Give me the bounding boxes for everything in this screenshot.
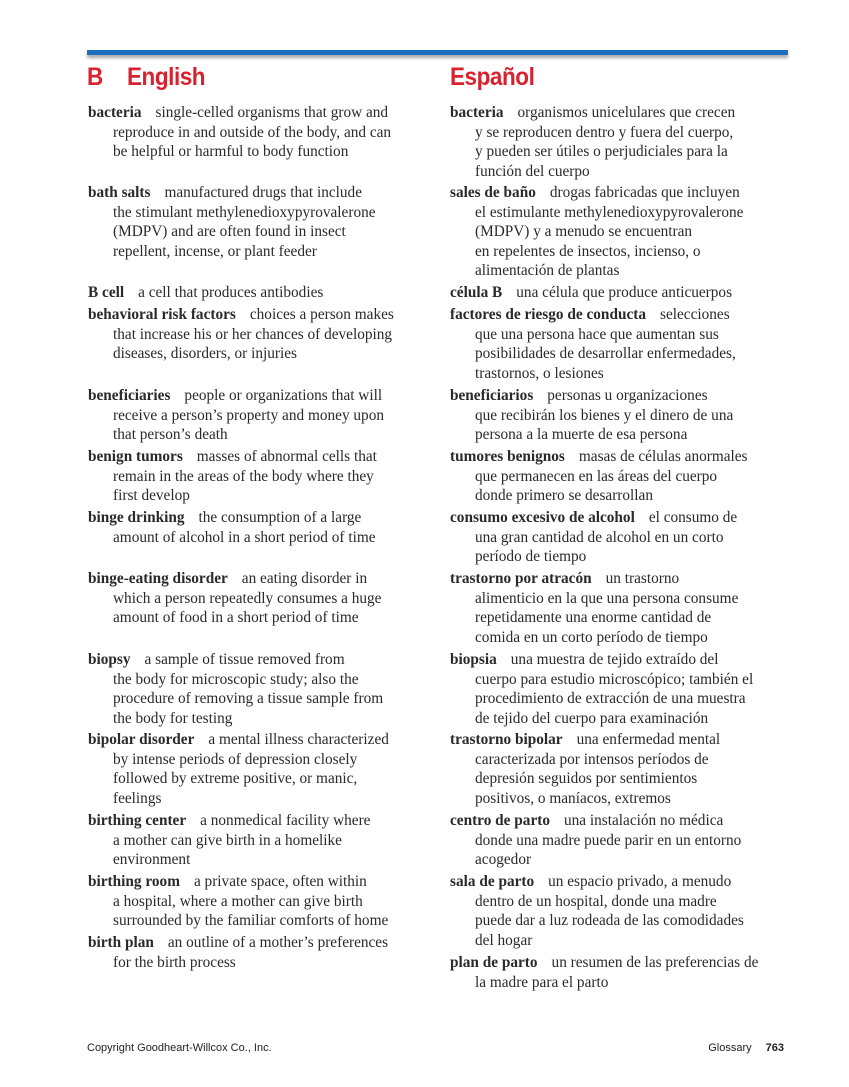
definition-line: the stimulant methylenedioxypyrovalerone <box>113 203 376 221</box>
glossary-term: bacteria <box>450 104 504 121</box>
definition-line: a private space, often within <box>193 873 367 890</box>
glossary-term: bacteria <box>88 104 142 121</box>
glossary-entry <box>88 650 383 728</box>
glossary-term: plan de parto <box>450 954 538 971</box>
definition-line: people or organizations that will <box>184 387 383 404</box>
definition-line: an outline of a mother’s preferences <box>167 934 389 951</box>
definition-line: cuerpo para estudio microscópico; también el <box>475 670 754 688</box>
definition-line: a hospital, where a mother can give birth <box>113 892 363 910</box>
definition-line: donde una madre puede parir en un entorno <box>475 831 742 849</box>
definition-line: amount of alcohol in a short period of time <box>113 528 376 546</box>
definition-line: be helpful or harmful to body function <box>113 143 349 161</box>
definition-line: a nonmedical facility where <box>200 812 371 829</box>
glossary-entry <box>88 183 376 261</box>
definition-line: masas de células anormales <box>578 448 748 465</box>
definition-line: the body for testing <box>113 709 233 727</box>
glossary-entry <box>88 730 389 808</box>
definition-line: y se reproducen dentro y fuera del cuerpo, <box>475 123 734 141</box>
english-heading: English <box>127 63 206 91</box>
definition-line: receive a person’s property and money upon <box>113 406 385 424</box>
page-footer <box>708 1042 784 1054</box>
definition-line: en repelentes de insectos, incienso, o <box>475 242 701 260</box>
definition-line: alimenticio en la que una persona consume <box>475 589 739 607</box>
definition-line: remain in the areas of the body where they <box>113 467 374 485</box>
glossary-term: binge drinking <box>88 509 185 526</box>
page-number: 763 <box>765 1042 784 1054</box>
glossary-entry <box>88 283 323 303</box>
glossary-entry <box>450 650 753 728</box>
glossary-term: binge-eating disorder <box>88 570 228 587</box>
definition-line: que permanecen en las áreas del cuerpo <box>475 467 718 485</box>
definition-line: masses of abnormal cells that <box>196 448 377 465</box>
glossary-entry <box>88 447 377 506</box>
definition-line: una muestra de tejido extraído del <box>510 651 719 668</box>
definition-line: that increase his or her chances of developing <box>113 325 393 343</box>
glossary-entry <box>450 447 748 506</box>
glossary-term: sala de parto <box>450 873 535 890</box>
glossary-entry <box>88 933 388 972</box>
definition-line: by intense periods of depression closely <box>113 750 358 768</box>
glossary-entry <box>88 508 376 547</box>
definition-line: followed by extreme positive, or manic, <box>113 770 358 788</box>
glossary-entry <box>88 872 388 931</box>
definition-line: manufactured drugs that include <box>164 184 362 201</box>
definition-line: trastornos, o lesiones <box>475 364 604 382</box>
definition-line: procedure of removing a tissue sample from <box>113 690 384 708</box>
definition-line: el estimulante methylenedioxypyrovalerone <box>475 203 744 221</box>
section-letter: B <box>87 63 103 91</box>
header-rule <box>87 50 788 55</box>
copyright: Copyright Goodheart-Willcox Co., Inc. <box>87 1042 272 1054</box>
definition-line: (MDPV) and are often found in insect <box>113 223 346 241</box>
definition-line: single-celled organisms that grow and <box>155 104 389 121</box>
glossary-entry <box>88 386 384 445</box>
glossary-entry <box>450 569 738 647</box>
definition-line: el consumo de <box>648 509 738 526</box>
definition-line: función del cuerpo <box>475 162 590 180</box>
glossary-entry <box>450 811 741 870</box>
glossary-term: tumores benignos <box>450 448 565 465</box>
definition-line: persona a la muerte de esa persona <box>475 426 688 444</box>
glossary-term: birthing center <box>88 812 187 829</box>
definition-line: a sample of tissue removed from <box>144 651 345 668</box>
glossary-term: centro de parto <box>450 812 550 829</box>
glossary-term: trastorno bipolar <box>450 731 563 748</box>
definition-line: depresión seguidos por sentimientos <box>475 770 698 788</box>
definition-line: diseases, disorders, or injuries <box>113 345 297 363</box>
section-name: Glossary <box>708 1042 752 1054</box>
definition-line: selecciones <box>660 306 730 323</box>
glossary-entry <box>450 872 744 950</box>
glossary-term: consumo excesivo de alcohol <box>450 509 635 526</box>
glossary-term: biopsy <box>88 651 131 668</box>
definition-line: un espacio privado, a menudo <box>548 873 732 890</box>
glossary-entry <box>88 569 381 628</box>
glossary-entry <box>450 103 735 181</box>
definition-line: que una persona hace que aumentan sus <box>475 325 719 343</box>
definition-line: que recibirán los bienes y el dinero de una <box>475 406 734 424</box>
glossary-entry <box>88 103 391 162</box>
spanish-heading: Español <box>450 63 535 91</box>
definition-line: a cell that produces antibodies <box>138 284 324 301</box>
definition-line: choices a person makes <box>249 306 394 323</box>
definition-line: (MDPV) y a menudo se encuentran <box>475 223 693 241</box>
glossary-term: factores de riesgo de conducta <box>450 306 646 323</box>
definition-line: the consumption of a large <box>198 509 362 526</box>
definition-line: período de tiempo <box>475 548 587 566</box>
definition-line: a mental illness characterized <box>208 731 389 748</box>
definition-line: which a person repeatedly consumes a huge <box>113 589 382 607</box>
glossary-term: behavioral risk factors <box>88 306 236 323</box>
glossary-term: célula B <box>450 284 503 301</box>
glossary-term: B cell <box>88 284 125 301</box>
definition-line: positivos, o maníacos, extremos <box>475 789 671 807</box>
definition-line: dentro de un hospital, donde una madre <box>475 892 717 910</box>
definition-line: comida en un corto período de tiempo <box>475 628 708 646</box>
definition-line: first develop <box>113 487 190 505</box>
definition-line: donde primero se desarrollan <box>475 487 653 505</box>
definition-line: repetidamente una enorme cantidad de <box>475 609 712 627</box>
glossary-entry <box>450 953 758 992</box>
glossary-term: birthing room <box>88 873 180 890</box>
glossary-entry <box>450 508 737 567</box>
glossary-entry <box>450 305 736 383</box>
glossary-term: sales de baño <box>450 184 536 201</box>
definition-line: amount of food in a short period of time <box>113 609 359 627</box>
definition-line: una instalación no médica <box>563 812 724 829</box>
glossary-entry <box>88 811 370 870</box>
definition-line: personas u organizaciones <box>547 387 708 404</box>
definition-line: una enfermedad mental <box>576 731 721 748</box>
definition-line: surrounded by the familiar comforts of home <box>113 912 389 930</box>
definition-line: for the birth process <box>113 953 236 971</box>
glossary-term: birth plan <box>88 934 154 951</box>
glossary-entry <box>450 183 743 281</box>
definition-line: environment <box>113 851 191 869</box>
definition-line: drogas fabricadas que incluyen <box>549 184 740 201</box>
definition-line: a mother can give birth in a homelike <box>113 831 342 849</box>
glossary-entry <box>88 305 394 364</box>
glossary-term: bath salts <box>88 184 151 201</box>
glossary-term: benign tumors <box>88 448 183 465</box>
definition-line: una gran cantidad de alcohol en un corto <box>475 528 724 546</box>
definition-line: del hogar <box>475 931 533 949</box>
definition-line: procedimiento de extracción de una muestra <box>475 690 746 708</box>
glossary-term: beneficiarios <box>450 387 534 404</box>
definition-line: that person’s death <box>113 426 228 444</box>
definition-line: un resumen de las preferencias de <box>551 954 759 971</box>
definition-line: an eating disorder in <box>241 570 368 587</box>
glossary-term: beneficiaries <box>88 387 171 404</box>
definition-line: caracterizada por intensos períodos de <box>475 750 709 768</box>
definition-line: acogedor <box>475 851 532 869</box>
glossary-entry <box>450 386 733 445</box>
definition-line: una célula que produce anticuerpos <box>516 284 733 301</box>
definition-line: la madre para el parto <box>475 973 609 991</box>
definition-line: y pueden ser útiles o perjudiciales para la <box>475 143 728 161</box>
definition-line: puede dar a luz rodeada de las comodidades <box>475 912 744 930</box>
definition-line: reproduce in and outside of the body, and can <box>113 123 392 141</box>
definition-line: de tejido del cuerpo para examinación <box>475 709 709 727</box>
definition-line: alimentación de plantas <box>475 262 620 280</box>
definition-line: un trastorno <box>605 570 680 587</box>
definition-line: organismos unicelulares que crecen <box>517 104 736 121</box>
definition-line: feelings <box>113 789 162 807</box>
glossary-term: trastorno por atracón <box>450 570 592 587</box>
glossary-entry <box>450 283 732 303</box>
definition-line: repellent, incense, or plant feeder <box>113 242 317 260</box>
glossary-entry <box>450 730 720 808</box>
glossary-term: bipolar disorder <box>88 731 195 748</box>
definition-line: posibilidades de desarrollar enfermedades, <box>475 345 736 363</box>
glossary-term: biopsia <box>450 651 497 668</box>
definition-line: the body for microscopic study; also the <box>113 670 359 688</box>
